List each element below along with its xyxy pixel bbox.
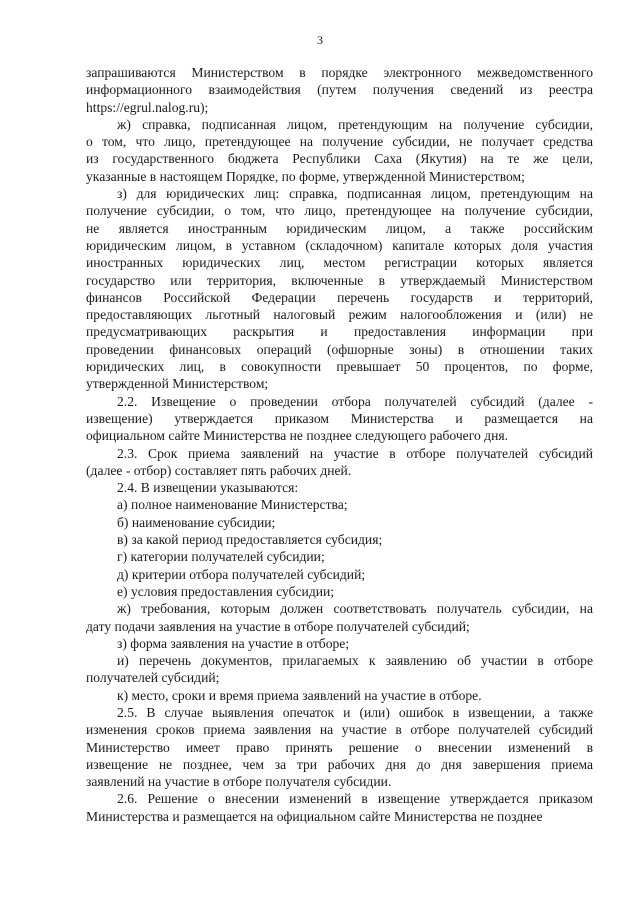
- text-line: указанные в настоящем Порядке, по форме, утвержденной Министерством;: [86, 168, 525, 184]
- text-line: а) полное наименование Министерства;: [117, 497, 348, 513]
- paragraph: [86, 116, 593, 185]
- text-line: не является иностранным юридическим лицом, а также российским: [86, 220, 593, 236]
- text-line: Министерство имеет право принять решение о внесении изменений в: [86, 739, 593, 755]
- paragraph: [86, 548, 593, 565]
- text-line: юридическим лицом, в уставном (складочном) капитале которых доля участия: [86, 237, 593, 253]
- paragraph: [86, 479, 593, 496]
- text-line: з) форма заявления на участие в отборе;: [117, 635, 350, 651]
- paragraph: [86, 566, 593, 583]
- paragraph: [86, 652, 593, 687]
- text-line: и) перечень документов, прилагаемых к заявлению об участии в отборе: [117, 653, 593, 669]
- text-line: е) условия предоставления субсидии;: [117, 583, 335, 599]
- text-line: государство или территория, включенные в утверждаемый Министерством: [86, 272, 593, 288]
- text-line: в) за какой период предоставляется субсидия;: [117, 532, 383, 548]
- paragraph: [86, 64, 593, 116]
- text-line: финансов Российской Федерации перечень государств и территорий,: [86, 289, 593, 305]
- text-line: получение субсидии, о том, что лицо, претендующее на получение субсидии,: [86, 203, 593, 219]
- text-line: к) место, сроки и время приема заявлений на участие в отборе.: [117, 687, 482, 703]
- paragraph: [86, 531, 593, 548]
- text-line: официальном сайте Министерства не позднее следующего рабочего дня.: [86, 428, 508, 444]
- page-number: 3: [317, 33, 323, 47]
- text-line: ж) справка, подписанная лицом, претендующим на получение субсидии,: [117, 116, 593, 132]
- text-line: (далее - отбор) составляет пять рабочих дней.: [86, 462, 352, 478]
- paragraph: [86, 687, 593, 704]
- document-body: [86, 64, 593, 825]
- text-line: извещение) утверждается приказом Министерства и размещается на: [86, 410, 593, 426]
- paragraph: [86, 514, 593, 531]
- text-line: 2.2. Извещение о проведении отбора получателей субсидий (далее -: [117, 393, 593, 409]
- text-line: изменения сроков приема заявления на участие в отборе получателей субсидий: [86, 722, 593, 738]
- paragraph: [86, 393, 593, 445]
- text-line: получателей субсидий;: [86, 670, 220, 686]
- paragraph: [86, 790, 593, 825]
- text-line: извещение не позднее, чем за три рабочих дня до дня завершения приема: [86, 756, 593, 772]
- text-line: дату подачи заявления на участие в отборе получателей субсидий;: [86, 618, 470, 634]
- paragraph: [86, 635, 593, 652]
- paragraph: [86, 445, 593, 480]
- text-line: 2.5. В случае выявления опечаток и (или) ошибок в извещении, а также: [117, 704, 593, 720]
- text-line: иностранных юридических лиц, местом регистрации которых является: [86, 255, 593, 271]
- text-line: д) критерии отбора получателей субсидий;: [117, 566, 366, 582]
- text-line: г) категории получателей субсидии;: [117, 549, 325, 565]
- text-line: проведении финансовых операций (офшорные зоны) в отношении таких: [86, 341, 593, 357]
- text-line: https://egrul.nalog.ru);: [86, 99, 209, 115]
- text-line: ж) требования, которым должен соответствовать получатель субсидии, на: [117, 601, 593, 617]
- text-line: 2.3. Срок приема заявлений на участие в отборе получателей субсидий: [117, 445, 593, 461]
- text-line: заявлений на участие в отборе получателя субсидии.: [86, 774, 392, 790]
- text-line: из государственного бюджета Республики Саха (Якутия) на те же цели,: [86, 151, 593, 167]
- paragraph: [86, 600, 593, 635]
- text-line: утвержденной Министерством;: [86, 376, 269, 392]
- text-line: Министерства и размещается на официальном сайте Министерства не позднее: [86, 808, 543, 824]
- text-line: запрашиваются Министерством в порядке электронного межведомственного: [86, 65, 593, 80]
- text-line: 2.6. Решение о внесении изменений в извещение утверждается приказом: [117, 791, 593, 807]
- paragraph: [86, 704, 593, 790]
- text-line: юридических лиц, в совокупности превышает 50 процентов, по форме,: [86, 359, 593, 375]
- text-line: 2.4. В извещении указываются:: [117, 480, 299, 496]
- text-line: предоставляющих льготный налоговый режим налогообложения и (или) не: [86, 307, 593, 323]
- text-line: информационного взаимодействия (путем получения сведений из реестра: [86, 82, 593, 98]
- text-line: б) наименование субсидии;: [117, 514, 276, 530]
- paragraph: [86, 185, 593, 393]
- paragraph: [86, 583, 593, 600]
- text-line: з) для юридических лиц: справка, подписанная лицом, претендующим на: [117, 186, 593, 202]
- text-line: предусматривающих раскрытия и предоставления информации при: [86, 324, 593, 340]
- text-line: о том, что лицо, претендующее на получение субсидии, не получает средства: [86, 134, 593, 150]
- paragraph: [86, 496, 593, 513]
